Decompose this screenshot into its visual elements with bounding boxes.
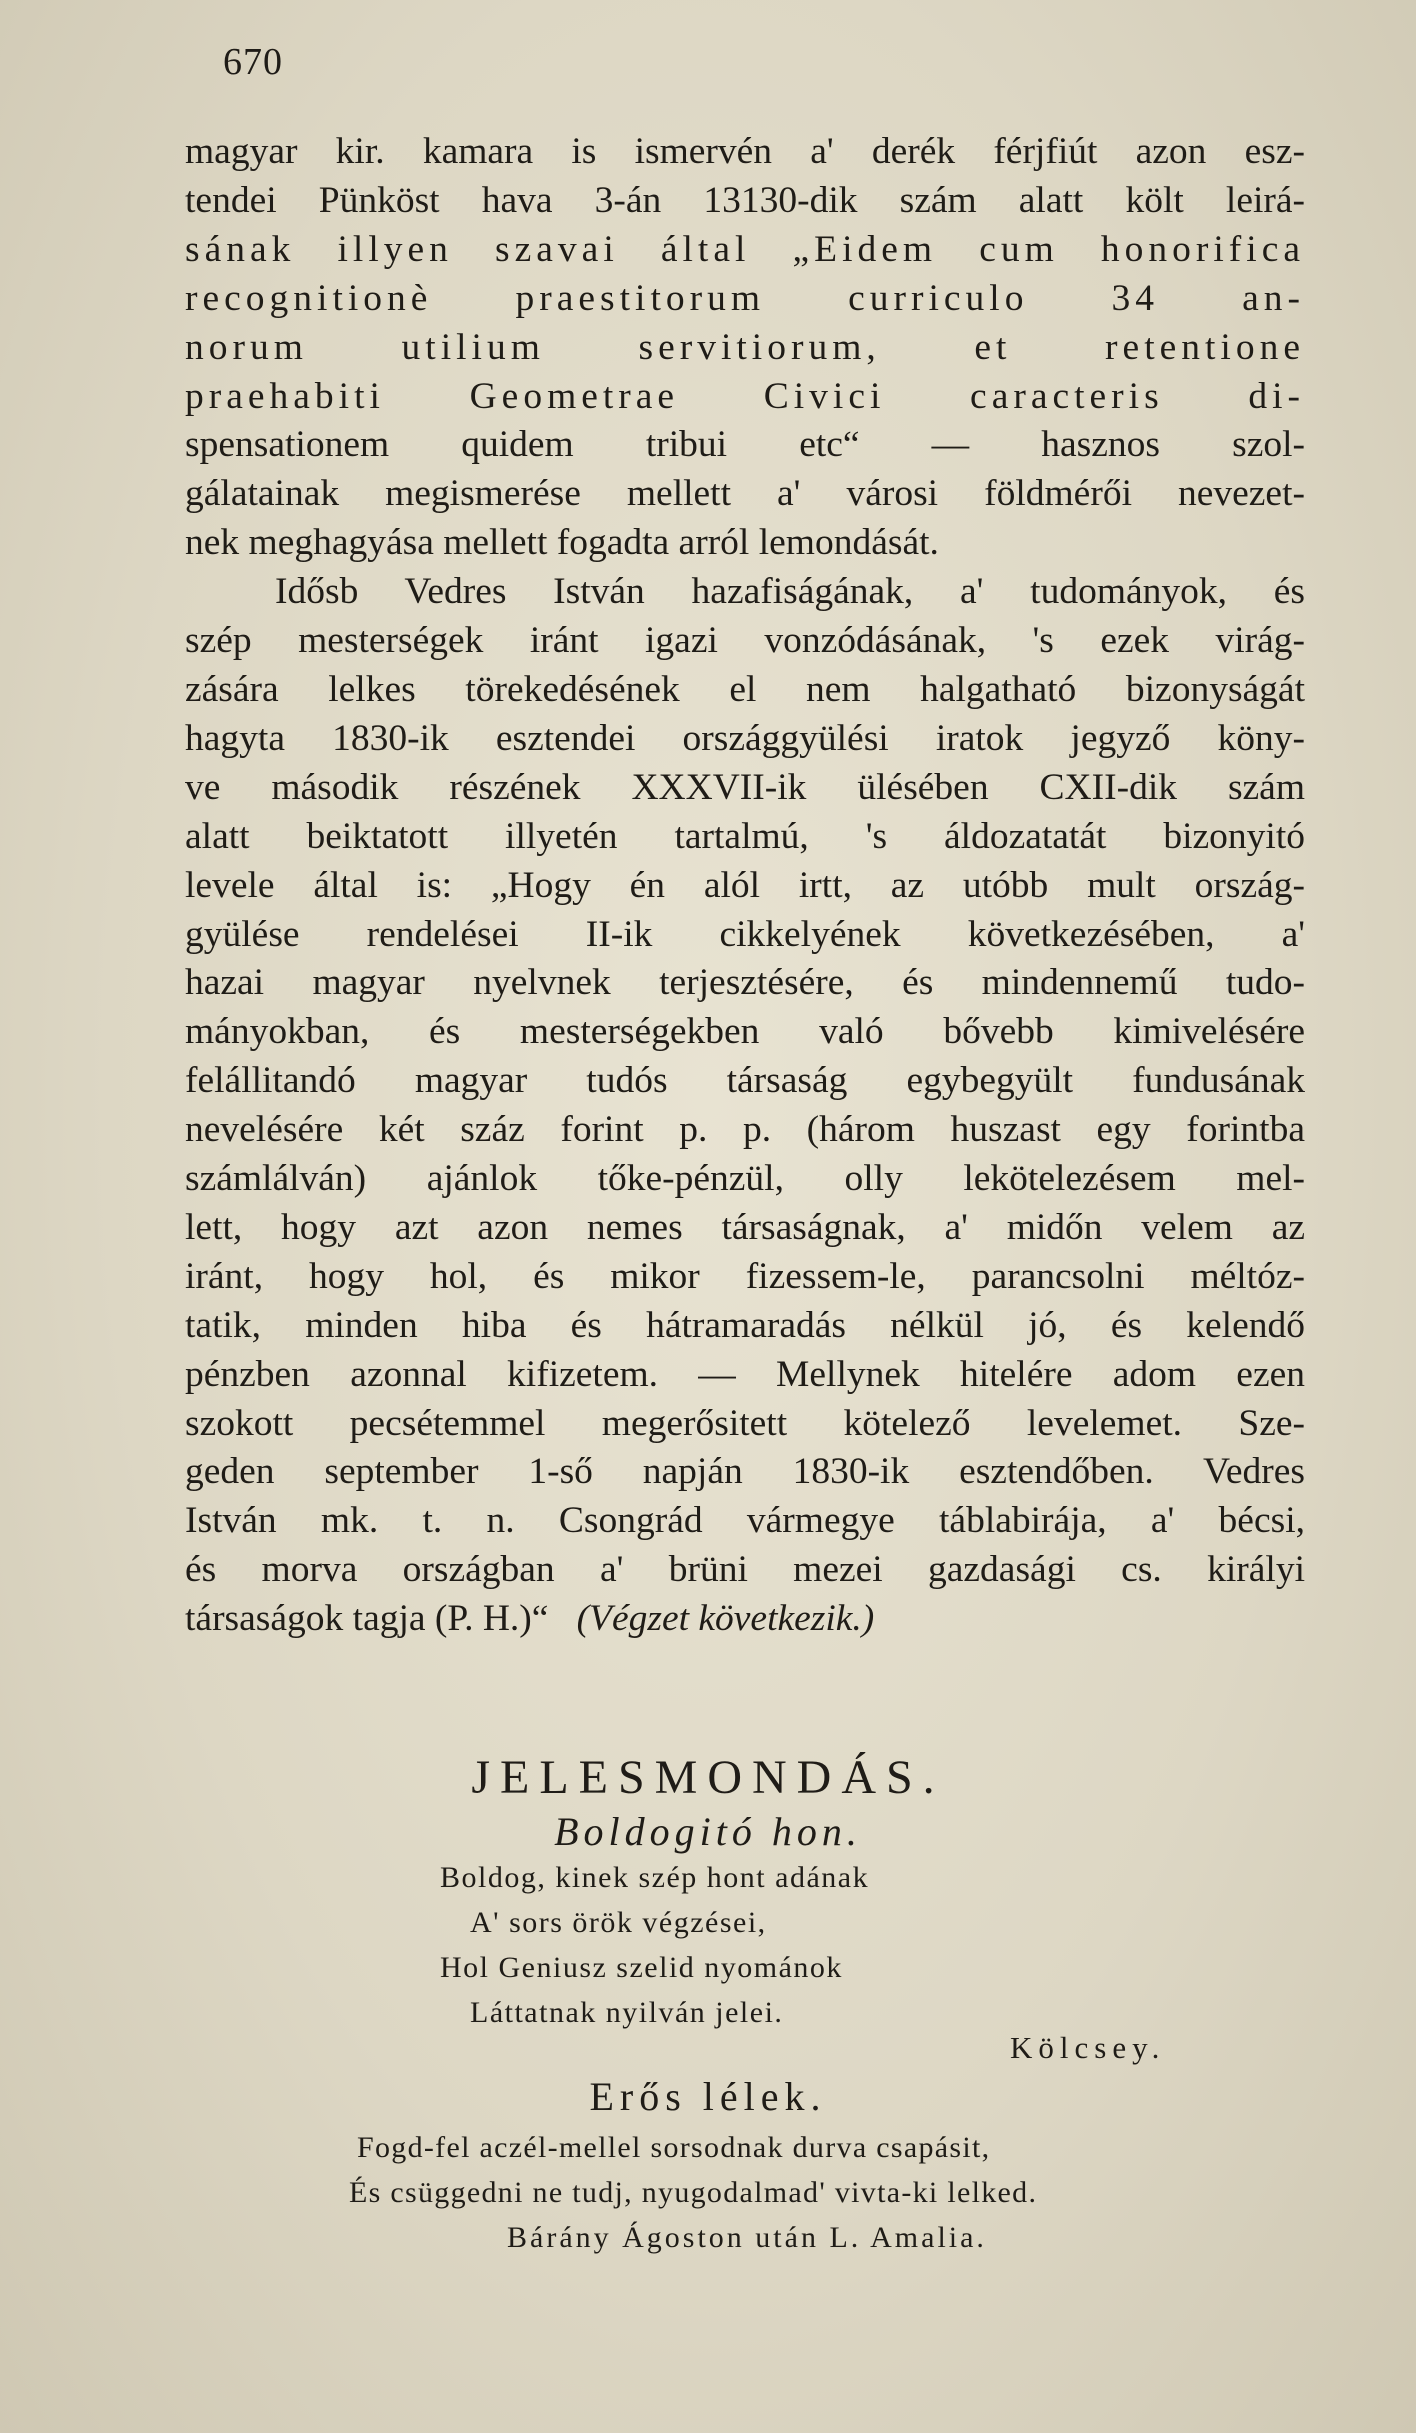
body-line: pénzben azonnal kifizetem. — Mellynek hitelére adom ezen — [185, 1353, 1305, 1395]
body-line: spensationem quidem tribui etc“ — hasznos szol- — [185, 424, 1305, 466]
section-title: JELESMONDÁS. — [471, 1751, 945, 1804]
body-line: sának illyen szavai által „Eidem cum honorifica — [185, 228, 1305, 270]
poem-line: És csüggedni ne tudj, nyugodalmad' vivta-ki lelked. — [349, 2176, 1038, 2209]
body-line-final — [185, 1595, 1305, 1644]
page-number: 670 — [223, 41, 283, 83]
body-line: hazai magyar nyelvnek terjesztésére, és mindennemű tudo- — [185, 962, 1305, 1004]
poem1-title: Boldogitó hon. — [554, 1809, 862, 1854]
poem1 — [440, 1855, 1200, 2035]
body-line: hagyta 1830-ik esztendei országgyülési iratok jegyző köny- — [185, 717, 1305, 759]
poem2-title: Erős lélek. — [589, 2074, 827, 2119]
body-line: és morva országban a' brüni mezei gazdasági cs. királyi — [185, 1549, 1305, 1591]
body-line: tendei Pünköst hava 3-án 13130-dik szám alatt költ leirá- — [185, 179, 1305, 221]
body-line: számlálván) ajánlok tőke-pénzül, olly lekötelezésem mel- — [185, 1158, 1305, 1200]
body-line: magyar kir. kamara is ismervén a' derék férjfiút azon esz- — [185, 131, 1305, 172]
body-line: szép mesterségek iránt igazi vonzódásának, 's ezek virág- — [185, 620, 1305, 662]
body-line: mányokban, és mesterségekben való bővebb kimivelésére — [185, 1011, 1305, 1053]
body-line: alatt beiktatott illyetén tartalmú, 's áldozatatát bizonyitó — [185, 815, 1305, 857]
body-line: Idősb Vedres István hazafiságának, a' tudományok, és — [275, 571, 1305, 613]
body-line: felállitandó magyar tudós társaság egybegyült fundusának — [185, 1060, 1305, 1102]
body-line: norum utilium servitiorum, et retentione — [185, 326, 1305, 368]
body-line: zására lelkes törekedésének el nem halgatható bizonyságát — [185, 668, 1305, 710]
closing-note: (Végzet következik.) — [576, 1598, 875, 1640]
poem-line: A' sors örök végzései, — [470, 1906, 767, 1939]
body-line: lett, hogy azt azon nemes társaságnak, a' midőn velem az — [185, 1206, 1305, 1248]
body-line: nek meghagyása mellett fogadta arról lemondását. — [185, 522, 939, 564]
body-line: levele által is: „Hogy én alól irtt, az utóbb mult ország- — [185, 864, 1305, 906]
body-line: társaságok tagja (P. H.)“ — [185, 1598, 549, 1640]
body-line: gyülése rendelései II-ik cikkelyének következésében, a' — [185, 913, 1305, 955]
poem1-author: Kölcsey. — [1010, 2030, 1166, 2065]
poem-line: Láttatnak nyilván jelei. — [470, 1996, 784, 2029]
body-line: recognitionè praestitorum curriculo 34 an- — [185, 277, 1305, 319]
body-line: gálatainak megismerése mellett a' városi földmérői nevezet- — [185, 473, 1305, 515]
poem-line: Hol Geniusz szelid nyománok — [440, 1951, 843, 1984]
body-line: iránt, hogy hol, és mikor fizessem-le, parancsolni méltóz- — [185, 1255, 1305, 1297]
body-line: praehabiti Geometrae Civici caracteris di- — [185, 375, 1305, 417]
poem2-author: Bárány Ágoston után L. Amalia. — [507, 2221, 987, 2254]
body-line: geden september 1-ső napján 1830-ik esztendőben. Vedres — [185, 1451, 1305, 1493]
poem-line: Boldog, kinek szép hont adának — [440, 1861, 870, 1894]
body-line: ve második részének XXXVII-ik ülésében CXII-dik szám — [185, 766, 1305, 808]
poem-line: Fogd-fel aczél-mellel sorsodnak durva csapásit, — [357, 2131, 991, 2164]
body-line: tatik, minden hiba és hátramaradás nélkül jó, és kelendő — [185, 1304, 1305, 1346]
poem2 — [347, 2125, 1247, 2260]
body-line: szokott pecsétemmel megerősitett kötelező levelemet. Sze- — [185, 1402, 1305, 1444]
body-text — [185, 128, 1305, 1644]
body-line: nevelésére két száz forint p. p. (három huszast egy forintba — [185, 1109, 1305, 1151]
body-line: István mk. t. n. Csongrád vármegye táblabirája, a' bécsi, — [185, 1500, 1305, 1542]
